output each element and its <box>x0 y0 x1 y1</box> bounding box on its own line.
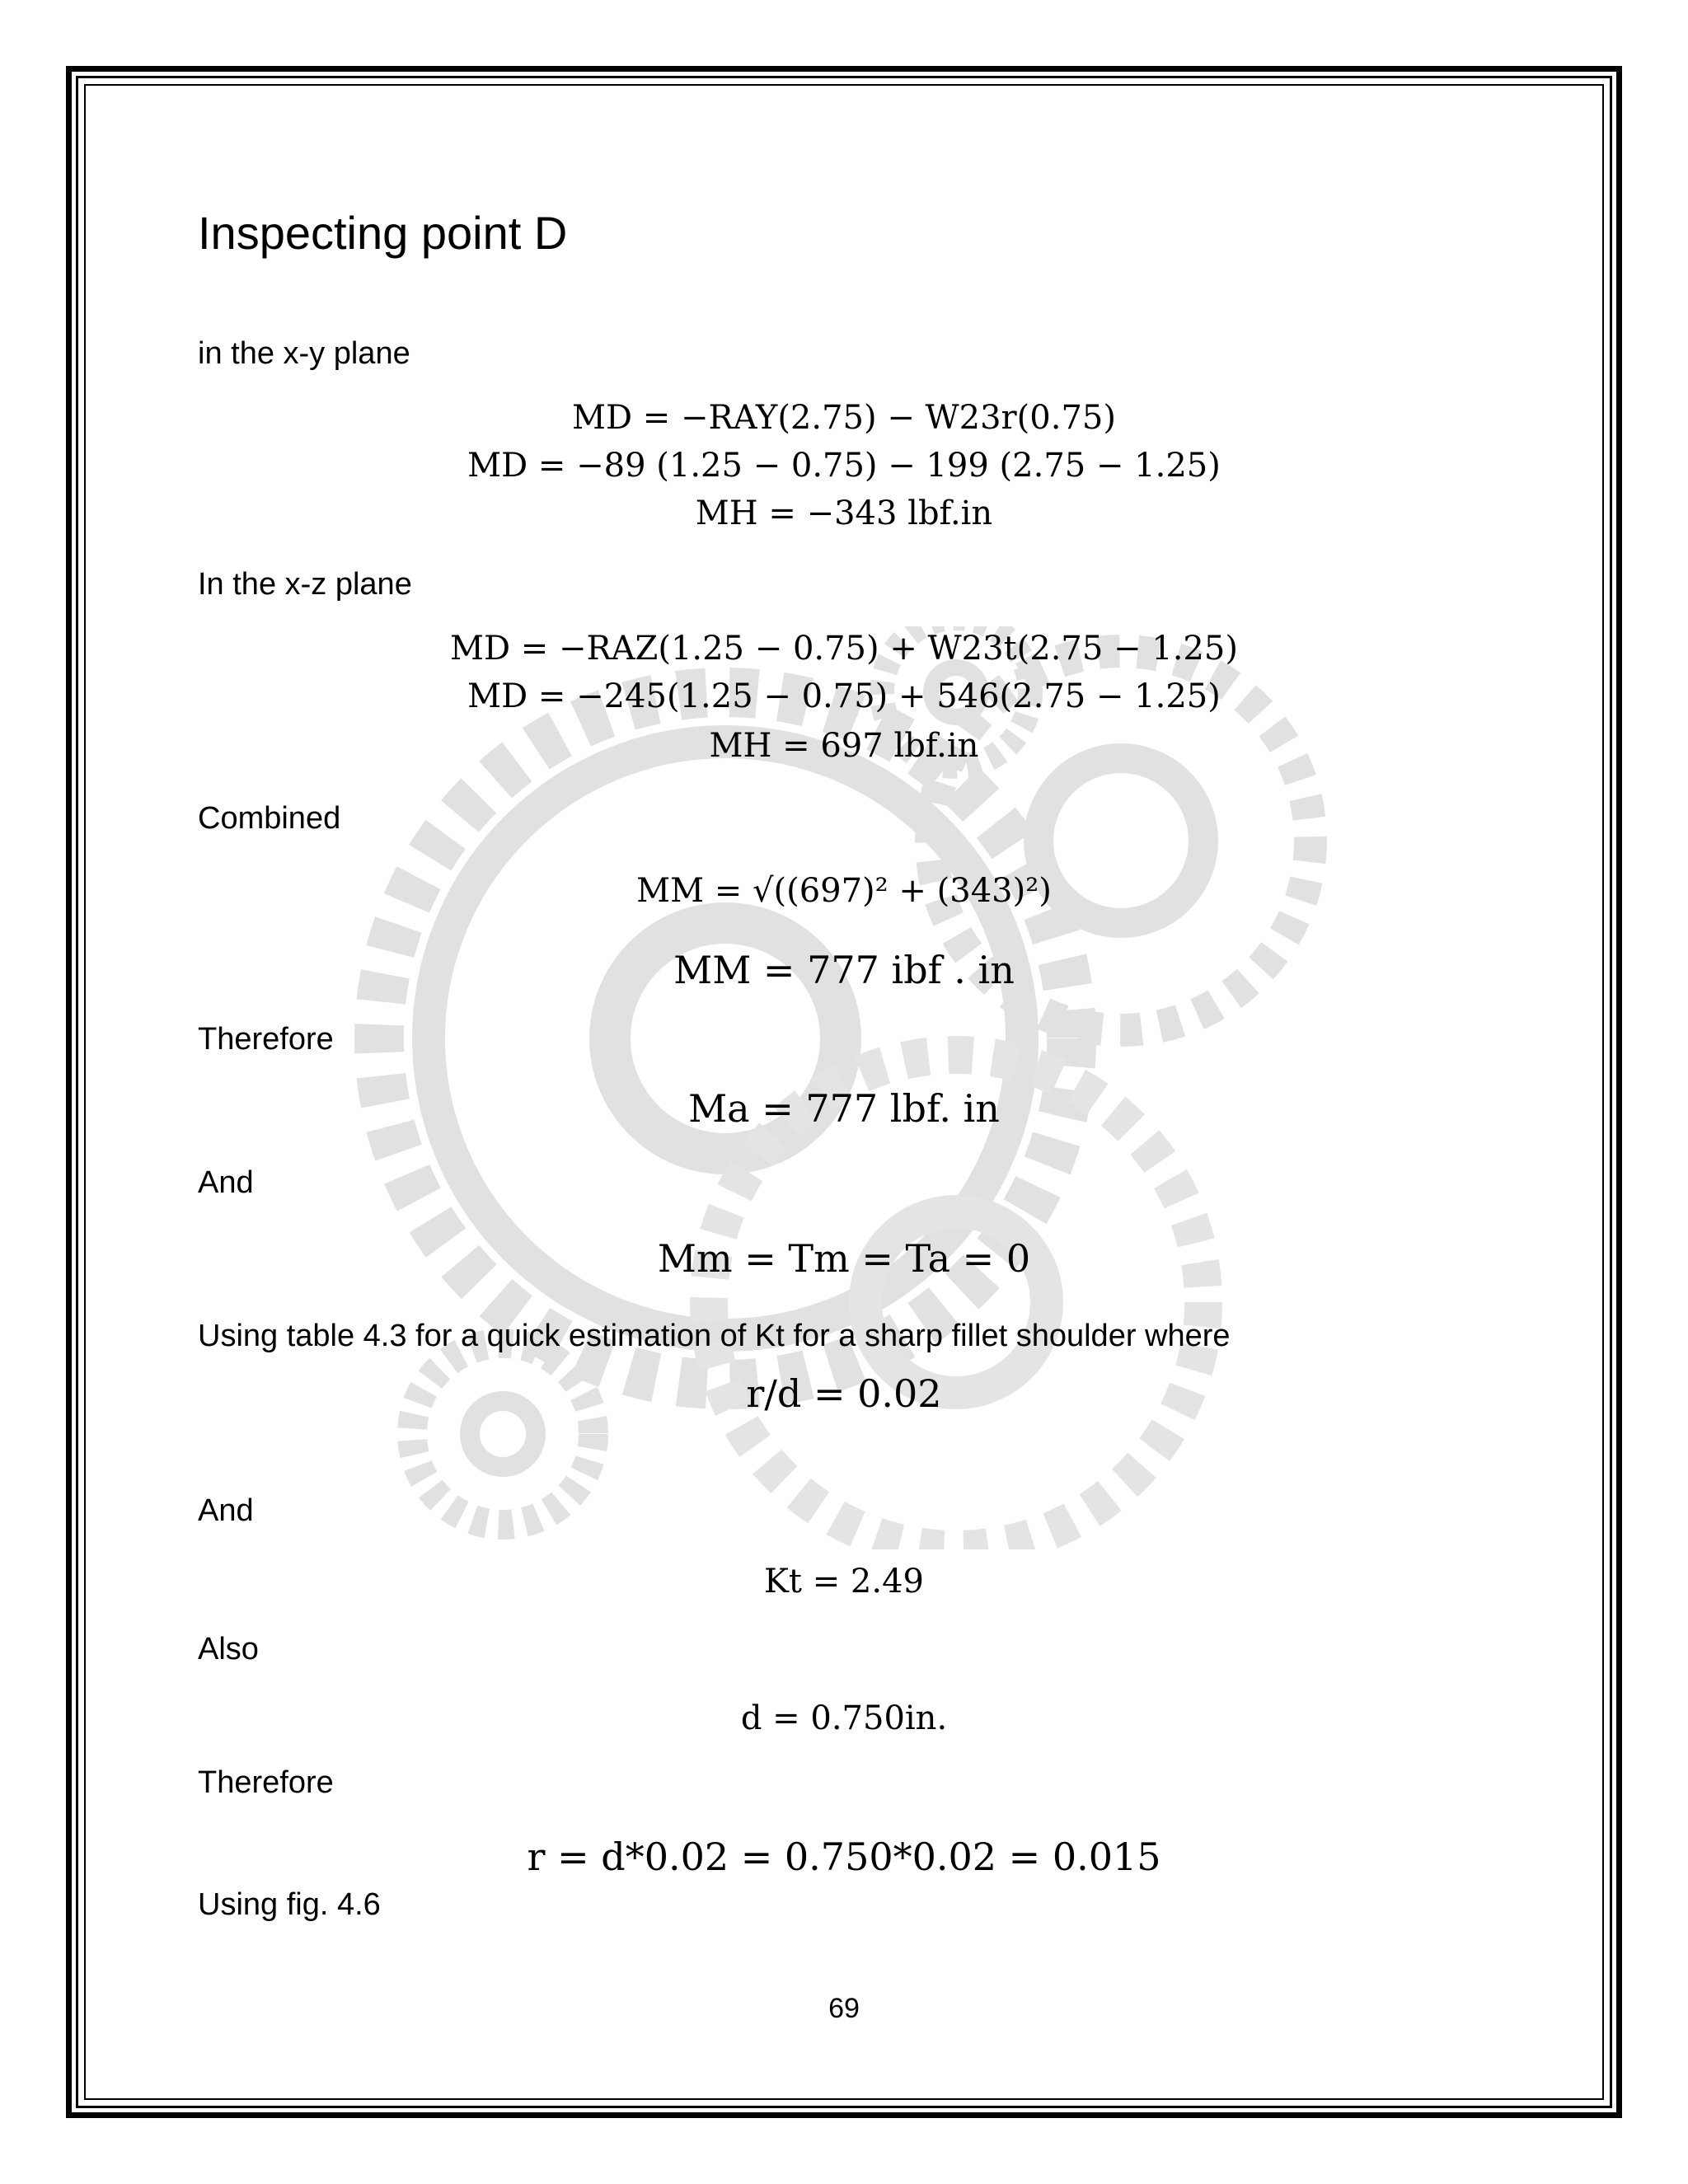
label-table-note: Using table 4.3 for a quick estimation of Kt for a sharp fillet shoulder where <box>198 1319 1231 1353</box>
page-title: Inspecting point D <box>198 207 568 259</box>
equation-r-over-d: r/d = 0.02 <box>746 1371 942 1416</box>
label-and-1: And <box>198 1165 254 1200</box>
equation-xy-1: MD = −RAY(2.75) − W23r(0.75) <box>572 399 1116 437</box>
equation-ma: Ma = 777 lbf. in <box>688 1086 1000 1131</box>
equation-kt: Kt = 2.49 <box>764 1563 924 1601</box>
equation-xy-3: MH = −343 lbf.in <box>695 494 993 532</box>
label-using-fig: Using fig. 4.6 <box>198 1887 381 1922</box>
equation-zero-moments: Mm = Tm = Ta = 0 <box>657 1236 1031 1281</box>
label-and-2: And <box>198 1493 254 1528</box>
label-therefore-1: Therefore <box>198 1022 334 1057</box>
equation-xz-3: MH = 697 lbf.in <box>709 727 979 765</box>
equation-xz-2: MD = −245(1.25 − 0.75) + 546(2.75 − 1.25) <box>467 677 1221 715</box>
page-number: 69 <box>828 1993 860 2024</box>
equation-xy-2: MD = −89 (1.25 − 0.75) − 199 (2.75 − 1.25) <box>467 447 1221 485</box>
equation-xz-1: MD = −RAZ(1.25 − 0.75) + W23t(2.75 − 1.25) <box>450 630 1238 668</box>
label-xz-plane: In the x-z plane <box>198 567 412 602</box>
equation-r: r = d*0.02 = 0.750*0.02 = 0.015 <box>527 1835 1161 1879</box>
label-also: Also <box>198 1632 259 1666</box>
label-therefore-2: Therefore <box>198 1765 334 1800</box>
gear-small-left-icon <box>412 1343 593 1525</box>
equation-mm-sqrt: MM = √((697)² + (343)²) <box>636 872 1052 910</box>
label-combined: Combined <box>198 801 341 836</box>
equation-mm-value: MM = 777 ibf . in <box>673 948 1015 992</box>
equation-d: d = 0.750in. <box>740 1699 948 1737</box>
label-xy-plane: in the x-y plane <box>198 336 410 371</box>
